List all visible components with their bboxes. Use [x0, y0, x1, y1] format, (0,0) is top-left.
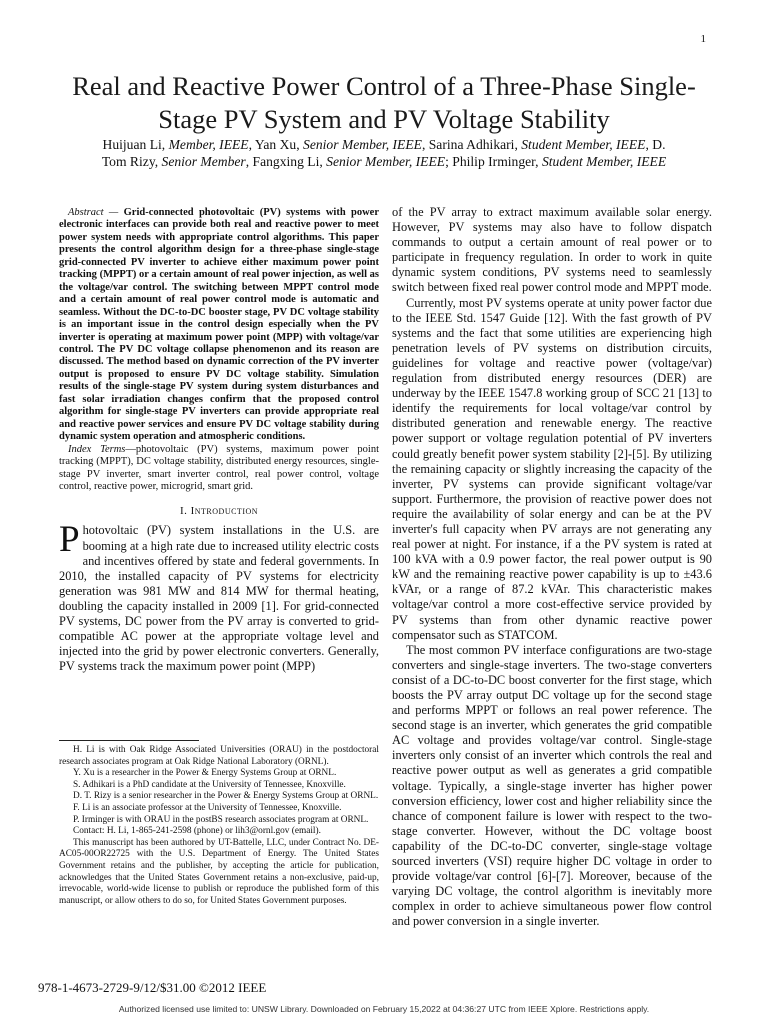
copyright-notice: 978-1-4673-2729-9/12/$31.00 ©2012 IEEE — [38, 980, 267, 995]
body-paragraph: Currently, most PV systems operate at unity power factor due to the IEEE Std. 1547 Guide [12]. With the fast growth of PV systems and the fact that some utilities are experiencing high penetration levels of PV systems on distribution circuits, guidelines for voltage and reactive power (voltage/var) regulation from distributed energy resources (DER) are underway by the IEEE 1547.8 working group of SCC 21 [13] to identify the requirements for local voltage/var control by distributed generation and renewable energy. The reactive power support or voltage regulation potential of PV inverters could greatly benefit power system stability [2]-[5]. By utilizing the remaining capacity or slightly increasing the capacity of the inverter, PV systems can provide significant voltage/var support. Furthermore, the provision of reactive power does not require the availability of solar energy and can be at the PV inverter's full capacity when PV arrays are not generating any real power at night. For instance, if a the PV system is rated at 100 kVA with a 0.9 power factor, the real power output is 90 kW and the remaining reactive power capability is up to ±43.6 kVAr, or a range of 87.2 kVAr. This characteristic makes voltage/var control a more cost-effective service provided by PV systems than from other dynamic reactive power compensator such as STATCOM. — [392, 295, 712, 642]
author-role: Student Member, IEEE — [541, 154, 667, 169]
author-name: Sarina Adhikari, — [428, 137, 522, 152]
footnote: F. Li is an associate professor at the University of Tennessee, Knoxville. — [73, 802, 342, 813]
body-paragraph: of the PV array to extract maximum available solar energy. However, PV systems may also have to follow dispatch commands to output a certain amount of real power or to participate in frequency regulation. In order to work in quite dynamic system conditions, PV systems need to seamlessly switch between fixed real power control mode and MPPT mode. — [392, 205, 712, 295]
footnote: H. Li is with Oak Ridge Associated Universities (ORAU) in the postdoctoral research associates program at Oak Ridge National Laboratory (ORNL). — [59, 745, 379, 767]
author-list — [100, 136, 668, 170]
index-terms — [59, 444, 379, 494]
abstract — [59, 207, 379, 444]
footnote: P. Irminger is with ORAU in the postBS research associates program at ORNL. — [73, 814, 369, 825]
body-paragraph: The most common PV interface configurations are two-stage converters and single-stage inverters. The two-stage converters consist of a DC-to-DC boost converter for the first stage, which boosts the PV array output DC voltage up for the second stage and performs MPPT or follows an real power reference. The second stage is an inverter, which generates the grid compatible AC voltage and provides voltage/var control. Single-stage inverters only consist of an inverter which controls the real and reactive power output as well as generates a grid compatible voltage. Typically, a single-stage inverter has higher power conversion efficiency, lower cost and higher reliability since the chance of component failure is lower with respect to the two-stage converter. However, without the DC voltage boost capability of the DC-to-DC converter, single-stage voltage sourced inverters (VSI) require higher DC voltage in order to provide voltage/var control [6]-[7]. Moreover, because of the varying DC voltage, the control algorithm is inevitably more complex in order to achieve simultaneous power flow control and power conversion in a single inverter. — [392, 642, 712, 929]
footnote: This manuscript has been authored by UT-Battelle, LLC, under Contract No. DE-AC05-00OR22725 with the U.S. Department of Energy. The United States Government retains and the publisher, by accepting the article for publication, acknowledges that the United States Government retains a non-exclusive, paid-up, irrevocable, world-wide license to publish or reproduce the published form of this manuscript, or allow others to do so, for United States Government purposes. — [59, 837, 379, 906]
index-terms-text: —photovoltaic (PV) systems, maximum power point tracking (MPPT), DC voltage stability, distributed energy resources, single-stage PV inverter, smart inverter control, real power control, voltage control, reactive power, microgrid, smart grid. — [59, 443, 380, 492]
author-name: Philip Irminger, — [452, 154, 542, 169]
author-name: D. Tom Rizy, — [101, 137, 666, 169]
author-role: Student Member, IEEE — [521, 137, 646, 152]
abstract-text: Grid-connected photovoltaic (PV) systems with power electronic interfaces can provide both real and reactive power to meet power system needs with appropriate control algorithms. This paper presents the control algorithm design for a three-phase single-stage grid-connected PV inverter to achieve either maximum power point tracking (MPPT) or a certain amount of real power injection, as well as the voltage/var control. The switching between MPPT control mode and a certain amount of real power control mode is automatic and seamless. Without the DC-to-DC booster stage, PV DC voltage stability is an important issue in the control design especially when the PV inverter is operating at maximum power point (MPP) with voltage/var control. The PV DC voltage collapse phenomenon and its reason are discussed. The method based on dynamic correction of the PV inverter output is proposed to ensure PV DC voltage stability. Simulation results of the single-stage PV system during system disturbances and fast solar irradiation changes confirm that the proposed control algorithm for single-stage PV inverters can provide appropriate real and reactive power services and ensure PV DC voltage stability during dynamic system operation and atmospheric conditions. — [59, 207, 380, 443]
author-role: Senior Member, IEEE — [326, 154, 446, 169]
author-separator: ; — [445, 154, 453, 169]
author-separator: , — [645, 137, 653, 152]
footnote: S. Adhikari is a PhD candidate at the University of Tennessee, Knoxville. — [73, 779, 346, 790]
footnote: Contact: H. Li, 1-865-241-2598 (phone) or lih3@ornl.gov (email). — [73, 826, 321, 837]
footnote-divider — [59, 740, 199, 741]
footnote: Y. Xu is a researcher in the Power & Energy Systems Group at ORNL. — [73, 768, 337, 779]
author-role: Member, IEEE — [168, 137, 249, 152]
drop-cap: P — [59, 519, 80, 561]
author-separator: , — [248, 137, 255, 152]
right-column — [392, 205, 712, 930]
abstract-label: Abstract — — [68, 207, 119, 218]
author-separator: , — [421, 137, 429, 152]
intro-paragraph — [59, 519, 379, 674]
author-separator: , — [245, 154, 253, 169]
author-name: Huijuan Li, — [102, 137, 169, 152]
author-name: Yan Xu, — [254, 137, 304, 152]
index-terms-label: Index Terms — [68, 443, 126, 455]
author-role: Senior Member — [161, 154, 246, 169]
section-heading-introduction: I. Introduction — [179, 505, 259, 518]
left-column — [59, 207, 379, 674]
page-number: 1 — [700, 33, 706, 45]
footnote: D. T. Rizy is a senior researcher in the Power & Energy Systems Group at ORNL. — [73, 791, 379, 802]
license-notice: Authorized licensed use limited to: UNSW Library. Downloaded on February 15,2022 at 04:36:27 UTC from IEEE Xplore. Restrictions apply. — [118, 1004, 650, 1014]
footnotes — [59, 745, 379, 907]
intro-paragraph-text: hotovoltaic (PV) system installations in the U.S. are booming at a high rate due to increased utility electric costs and incentives offered by state and federal governments. In 2010, the installed capacity of PV systems for electricity generation was 981 MW and 814 MW for thermal heating, doubling the capacity installed in 2009 [1]. For grid-connected PV systems, DC power from the PV array is converted to grid-compatible AC power at the appropriate voltage level and injected into the grid by power electronic converters. Generally, PV systems track the maximum power point (MPP) — [59, 523, 379, 674]
paper-title: Real and Reactive Power Control of a Three-Phase Single-Stage PV System and PV Voltage Stability — [72, 71, 696, 134]
author-name: Fangxing Li, — [252, 154, 327, 169]
author-role: Senior Member, IEEE — [303, 137, 422, 152]
